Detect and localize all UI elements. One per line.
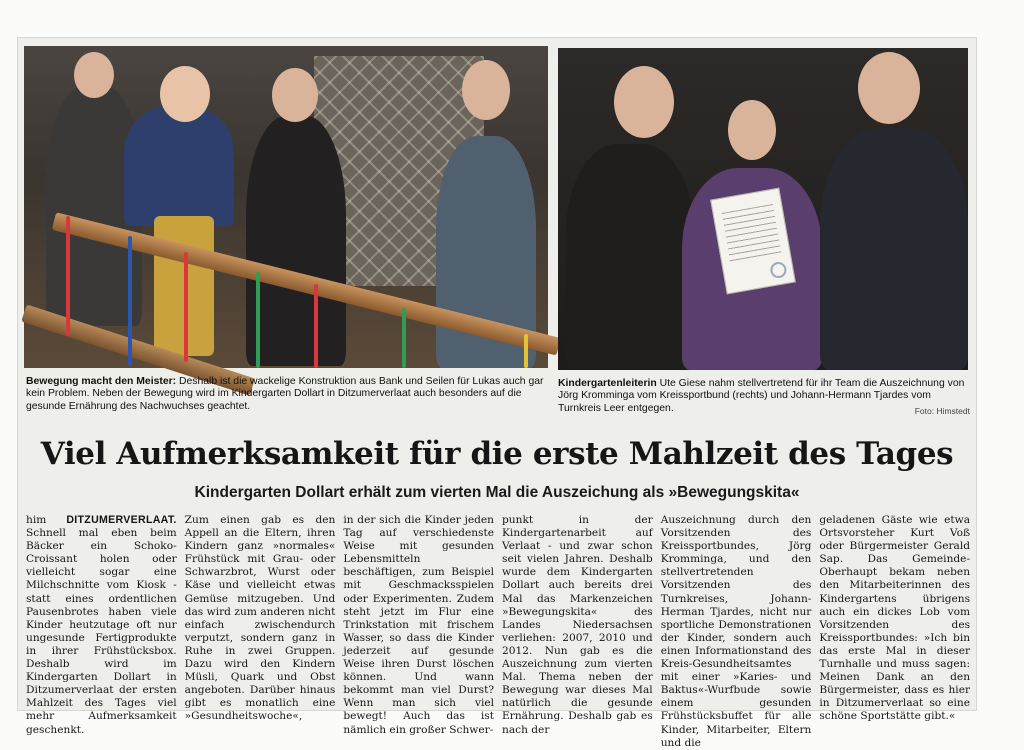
photo-person [246, 116, 346, 366]
newspaper-clipping [18, 38, 976, 749]
photo-rope [128, 236, 132, 366]
article-column-6: geladenen Gäste wie etwa Ortsvorsteher Kurt Voß oder Bürgermeister Gerald Sap. Das Gemeinde-Oberhaupt bekam neben den Mitarbeiterinnen des Kindergartens übrigens auch ein dickes Lob vom Vorsitzenden des Kreissportbundes: »Ich bin das erste Mal in dieser Turnhalle und muss sagen: Meinen Dank an den Bürgermeister, dass es hier in Ditzumerverlaat so eine schöne Sportstätte gibt.« [819, 514, 971, 723]
article-column-3: in der sich die Kinder jeden Tag auf verschiedenste Weise mit gesunden Lebensmitteln beschäftigen, zum Beispiel mit Geschmacksspielen oder Experimenten. Zudem steht jetzt im Flur eine Trinkstation mit frischem Wasser, so dass die Kinder jederzeit auf gesunde Weise ihren Durst löschen können. Und wann bekommt man viel Durst? Wenn man sich viel bewegt! Auch das ist nämlich ein großer Schwer- [343, 514, 495, 736]
photo-head [272, 68, 318, 122]
caption-right [558, 378, 970, 415]
photo-credit: Foto: Himstedt [914, 406, 970, 416]
photo-rope [402, 308, 406, 368]
article-column-5: Auszeichnung durch den Vorsitzenden des Kreissportbundes, Jörg Kromminga, und den stellvertretenden Vorsitzenden des Turnkreises, Johann-Herman Tjardes, nicht nur sportliche Demonstrationen der Kinder, sondern auch einen Informationstand des Kreis-Gesundheitsamtes mit einer »Karies- und Baktus«-Wurfbude sowie einem gesunden Frühstücksbuffet für alle Kinder, Mitarbeiter, Eltern und die [660, 514, 812, 749]
photo-rope [256, 272, 260, 368]
photo-head [462, 60, 510, 120]
photo-person [566, 144, 694, 370]
article-body [26, 514, 971, 749]
photo-head [858, 52, 920, 124]
column-text: Schnell mal eben beim Bäcker ein Schoko-Croissant holen oder vielleicht sogar eine Milchschnitte vom Kiosk - statt eines ordentlichen Pausenbrotes haben viele Kinder heutzutage oft nur ungesunde Fertigprodukte in ihrer Frühstücksbox. Deshalb wird im Kindergarten Dollart in Ditzumerverlaat der ersten Mahlzeit des Tages viel mehr Aufmerksamkeit geschenkt. [26, 527, 177, 736]
caption-left [26, 376, 548, 413]
article-column-2: Zum einen gab es den Appell an die Eltern, ihren Kindern ganz »normales« Frühstück mit Grau- oder Schwarzbrot, Wurst oder Käse und vielleicht etwas Gemüse mitzugeben. Und das wird zum anderen nicht einfach zwischendurch verputzt, sondern ganz in Ruhe in zwei Gruppen. Dazu wird den Kindern Müsli, Quark und Obst angeboten. Darüber hinaus gibt es monatlich eine »Gesundheitswoche«, [184, 514, 336, 723]
diploma-seal [769, 261, 788, 280]
caption-right-text: Ute Giese nahm stellvertretend für ihr Team die Auszeichnung von Jörg Kromminga vom Kreissportbund (rechts) und Johann-Hermann Tjardes vom Turnkreis Leer entgegen. [558, 378, 965, 414]
photo-person [820, 128, 968, 370]
photo-rope [524, 334, 528, 368]
article-subheadline: Kindergarten Dollart erhält zum vierten Mal die Auszeichung als »Bewegungskita« [194, 484, 800, 501]
photo-rope [66, 216, 70, 336]
caption-right-lead: Kindergartenleiterin [558, 378, 657, 389]
dateline: DITZUMERVERLAAT. [66, 514, 177, 526]
photo-rope [314, 284, 318, 368]
photo-child [124, 106, 234, 226]
photo-head [614, 66, 674, 138]
photo-head [160, 66, 210, 122]
photo-head [728, 100, 776, 160]
article-headline: Viel Aufmerksamkeit für die erste Mahlzeit des Tages [40, 436, 954, 472]
photo-rope [184, 252, 188, 362]
author-initials: him [26, 514, 67, 526]
article-column-1 [26, 514, 177, 736]
caption-left-text: Deshalb ist die wackelige Konstruktion aus Bank und Seilen für Lukas auch gar kein Problem. Neben der Bewegung wird im Kindergarten Dollart in Ditzumerverlaat auch besonders auf die gesunde Ernährung des Nachwuchses geachtet. [26, 376, 544, 412]
photo-gym-balance [24, 46, 548, 368]
photo-head [74, 52, 114, 98]
article-column-4: punkt in der Kindergartenarbeit auf Verlaat - und zwar schon seit vielen Jahren. Deshalb wurde dem Kindergarten Dollart auch bereits drei Mal das Markenzeichen »Bewegungskita« des Landes Niedersachsen verliehen: 2007, 2010 und 2012. Nun gab es die Auszeichnung zum vierten Mal. Thema neben der Bewegung war dieses Mal natürlich die gesunde Ernährung. Deshalb gab es nach der [502, 514, 653, 736]
photo-award [558, 48, 968, 370]
caption-left-lead: Bewegung macht den Meister: [26, 376, 177, 387]
